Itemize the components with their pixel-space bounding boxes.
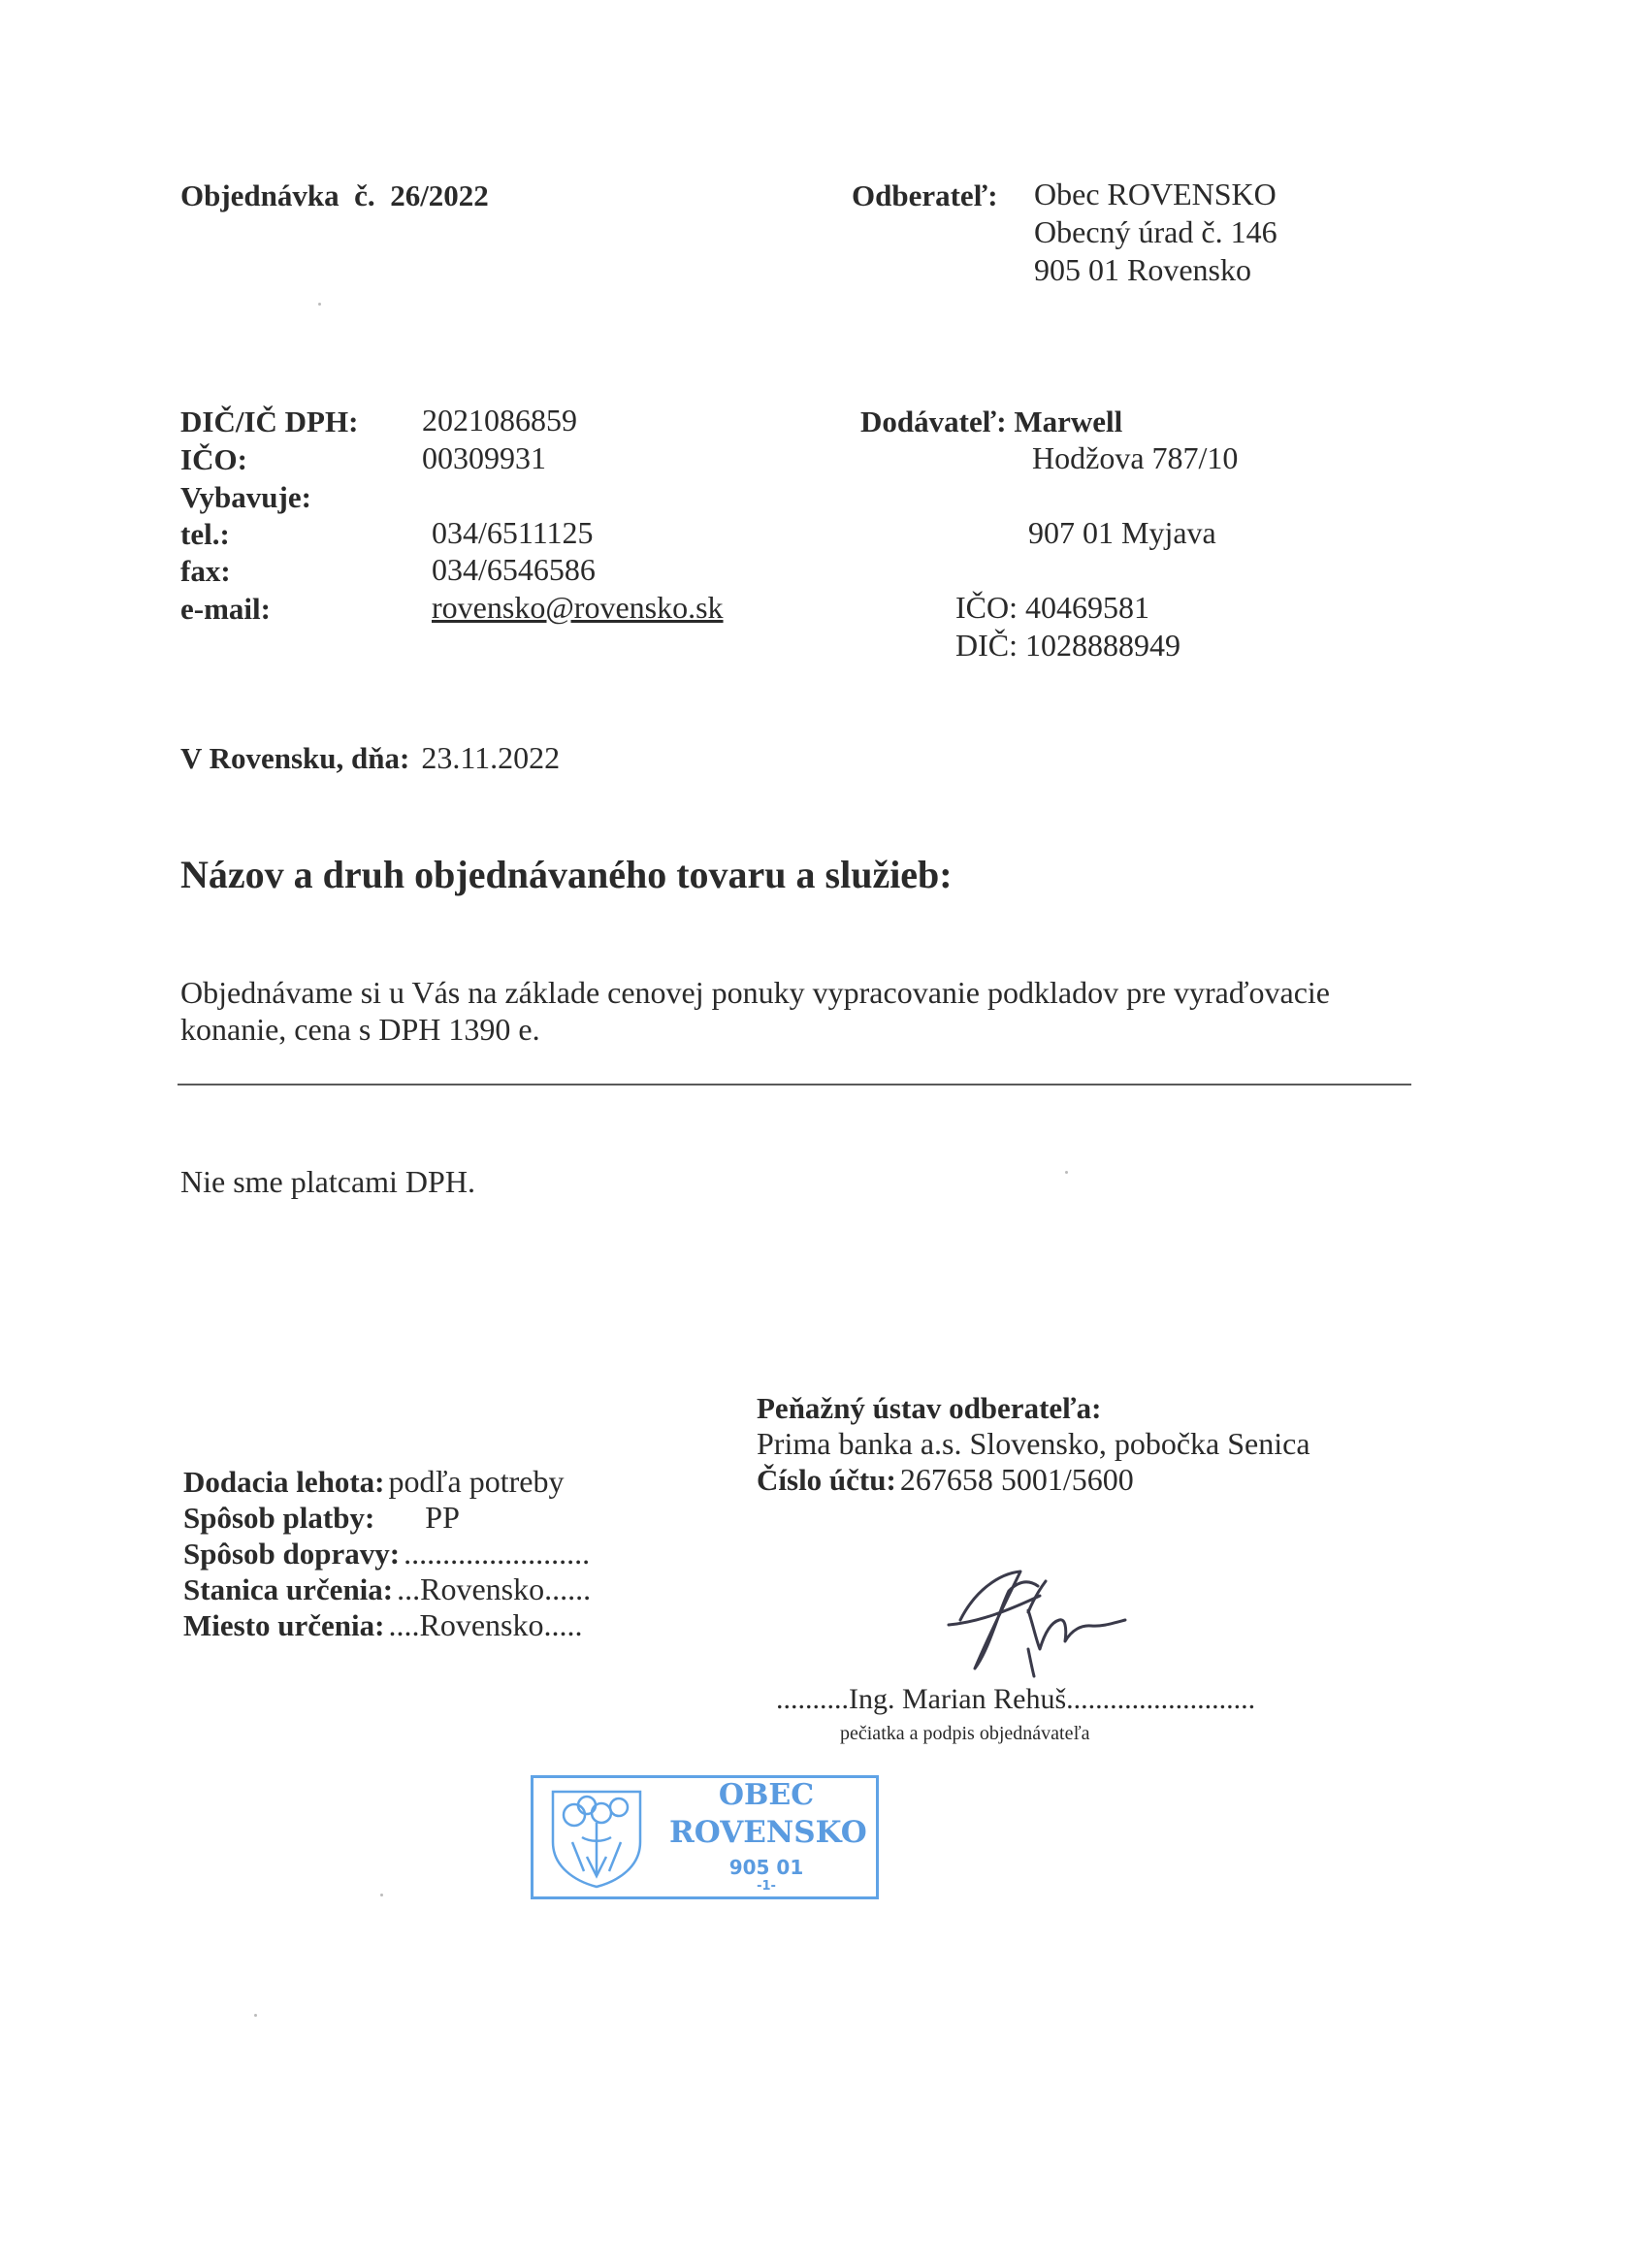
ico-value: 00309931 bbox=[422, 440, 546, 475]
scan-speck bbox=[1065, 1171, 1068, 1174]
coat-of-arms-icon bbox=[543, 1784, 650, 1891]
destination-station bbox=[183, 1571, 591, 1607]
stamp-line2: ROVENSKO bbox=[669, 1815, 867, 1850]
payment-value: PP bbox=[425, 1500, 460, 1535]
tel-value: 034/6511125 bbox=[432, 515, 594, 550]
date-line bbox=[180, 740, 560, 776]
ico-label: IČO: bbox=[180, 442, 247, 476]
section-title: Názov a druh objednávaného tovaru a služieb: bbox=[180, 853, 953, 896]
signature-scribble bbox=[931, 1552, 1145, 1688]
vybavuje-label: Vybavuje: bbox=[180, 480, 311, 514]
transport-method bbox=[183, 1536, 590, 1571]
payment-method bbox=[183, 1500, 460, 1536]
station-value: ...Rovensko...... bbox=[397, 1571, 592, 1606]
account-label: Číslo účtu: bbox=[757, 1463, 896, 1497]
account-value: 267658 5001/5600 bbox=[899, 1462, 1134, 1497]
email-label: e-mail: bbox=[180, 592, 271, 626]
account-line bbox=[757, 1462, 1134, 1498]
vat-note: Nie sme platcami DPH. bbox=[180, 1164, 475, 1199]
order-label: Objednávka č. 26/2022 bbox=[180, 178, 489, 212]
dic-value: 2021086859 bbox=[422, 403, 577, 437]
scan-speck bbox=[254, 2014, 257, 2017]
tel-label: tel.: bbox=[180, 517, 230, 551]
supplier-label: Dodávateľ: Marwell bbox=[860, 405, 1123, 438]
supplier-street: Hodžova 787/10 bbox=[1032, 440, 1239, 475]
supplier-dic: DIČ: 1028888949 bbox=[955, 628, 1180, 663]
supplier-name: Marwell bbox=[1014, 405, 1123, 438]
destination-place bbox=[183, 1607, 582, 1643]
buyer-address: Obecný úrad č. 146 bbox=[1034, 214, 1277, 249]
stamp-line4: -1- bbox=[757, 1879, 776, 1894]
buyer-city: 905 01 Rovensko bbox=[1034, 252, 1251, 287]
delivery-term-label: Dodacia lehota: bbox=[183, 1465, 385, 1499]
delivery-term-value: podľa potreby bbox=[388, 1464, 565, 1499]
buyer-name: Obec ROVENSKO bbox=[1034, 177, 1277, 211]
transport-label: Spôsob dopravy: bbox=[183, 1537, 401, 1571]
order-text-line1: Objednávame si u Vás na základe cenovej ponuky vypracovanie podkladov pre vyraďovacie bbox=[180, 975, 1330, 1010]
transport-value: ........................ bbox=[404, 1536, 591, 1571]
dic-label: DIČ/IČ DPH: bbox=[180, 405, 359, 438]
signature-caption: pečiatka a podpis objednávateľa bbox=[840, 1723, 1090, 1744]
supplier-ico: IČO: 40469581 bbox=[955, 590, 1149, 625]
place-label: Miesto určenia: bbox=[183, 1608, 385, 1642]
scan-speck bbox=[380, 1894, 383, 1896]
stamp-line1: OBEC bbox=[718, 1778, 815, 1812]
fax-value: 034/6546586 bbox=[432, 552, 596, 587]
order-text-line2: konanie, cena s DPH 1390 e. bbox=[180, 1012, 540, 1047]
supplier-city: 907 01 Myjava bbox=[1028, 515, 1216, 550]
stamp-line3: 905 01 bbox=[728, 1856, 804, 1879]
email-link[interactable]: rovensko@rovensko.sk bbox=[432, 590, 724, 625]
station-label: Stanica určenia: bbox=[183, 1572, 394, 1606]
buyer-label: Odberateľ: bbox=[852, 178, 998, 212]
scan-speck bbox=[318, 303, 321, 306]
payment-label: Spôsob platby: bbox=[183, 1501, 375, 1535]
date-label: V Rovensku, dňa: bbox=[180, 741, 410, 775]
fax-label: fax: bbox=[180, 554, 231, 588]
bank-name: Prima banka a.s. Slovensko, pobočka Senica bbox=[757, 1426, 1310, 1461]
bank-label: Peňažný ústav odberateľa: bbox=[757, 1391, 1102, 1425]
place-value: ....Rovensko..... bbox=[388, 1607, 583, 1642]
delivery-term bbox=[183, 1464, 564, 1500]
official-stamp bbox=[531, 1775, 879, 1899]
date-value: 23.11.2022 bbox=[421, 740, 561, 775]
signer-name: ..........Ing. Marian Rehuš.......................... bbox=[776, 1683, 1256, 1715]
divider-line bbox=[178, 1084, 1411, 1085]
